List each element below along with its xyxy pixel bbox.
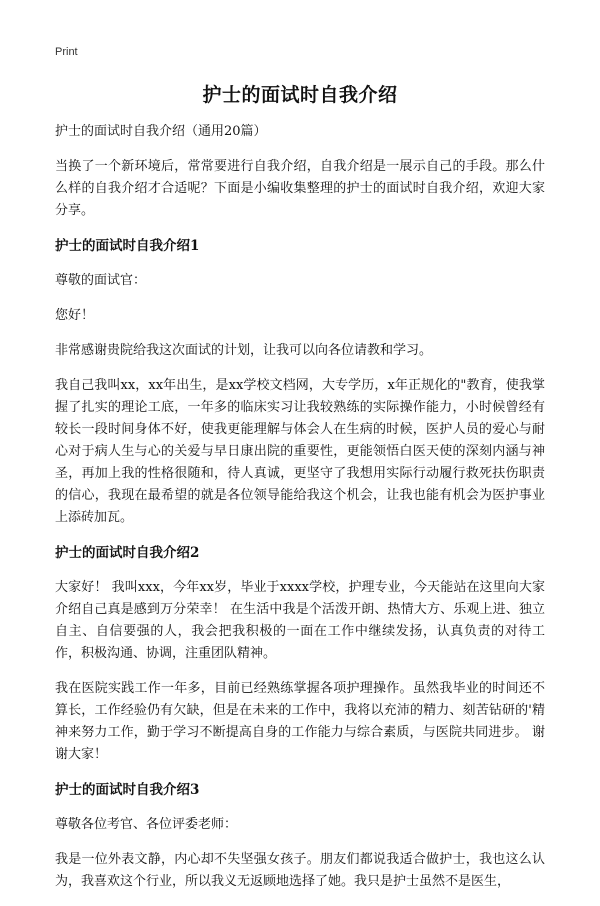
paragraph: 我自己我叫xx，xx年出生，是xx学校文档网，大专学历，x年正规化的"教育，使我掌握了扎实的理论工底，一年多的临床实习让我较熟练的实际操作能力，小时候曾经有较长一段时间身体不好，使我更能理解与体会人在生病的时候，医护人员的爱心与耐心对于病人生与心的关爱与早日康出院的重要性，更能领悟白医天使的深刻内涵与神圣，再加上我的性格很随和，待人真诚，更坚守了我想用实际行动履行救死扶伤职责的信心，我现在最希望的就是各位领导能给我这个机会，让我也能有机会为医护事业上添砖加瓦。 [55, 378, 545, 525]
paragraph: 我在医院实践工作一年多，目前已经熟练掌握各项护理操作。虽然我毕业的时间还不算长，工作经验仍有欠缺，但是在未来的工作中，我将以充沛的精力、刻苦钻研的'精神来努力工作，勤于学习不断提高自身的工作能力与综合素质，与医院共同进步。 谢谢大家！ [55, 681, 545, 762]
paragraph: 尊敬的面试官： [55, 273, 147, 288]
paragraph: 非常感谢贵院给我这次面试的计划，让我可以向各位请教和学习。 [55, 343, 433, 358]
section-heading-3: 护士的面试时自我介绍3 [55, 782, 200, 798]
paragraph: 尊敬各位考官、各位评委老师： [55, 817, 238, 832]
section-heading-1: 护士的面试时自我介绍1 [55, 238, 200, 254]
section-heading-2: 护士的面试时自我介绍2 [55, 545, 200, 561]
document-subtitle: 护士的面试时自我介绍（通用20篇） [55, 124, 267, 139]
document-title: 护士的面试时自我介绍 [202, 84, 398, 106]
print-link[interactable]: Print [55, 46, 78, 58]
paragraph: 大家好！ 我叫xxx，今年xx岁，毕业于xxxx学校，护理专业，今天能站在这里向大家介绍自己真是感到万分荣幸！ 在生活中我是个活泼开朗、热情大方、乐观上进、独立自主、自信要强的人，我会把我积极的一面在工作中继续发扬，认真负责的对待工作，积极沟通、协调，注重团队精神。 [55, 580, 545, 661]
paragraph: 您好！ [55, 308, 95, 323]
paragraph: 我是一位外表文静，内心却不失坚强女孩子。朋友们都说我适合做护士，我也这么认为，我喜欢这个行业，所以我义无返顾地选择了她。我只是护士虽然不是医生， [55, 852, 545, 889]
document-body [55, 121, 545, 906]
intro-paragraph: 当换了一个新环境后，常常要进行自我介绍，自我介绍是一展示自己的手段。那么什么样的自我介绍才合适呢？下面是小编收集整理的护士的面试时自我介绍，欢迎大家分享。 [55, 159, 545, 218]
